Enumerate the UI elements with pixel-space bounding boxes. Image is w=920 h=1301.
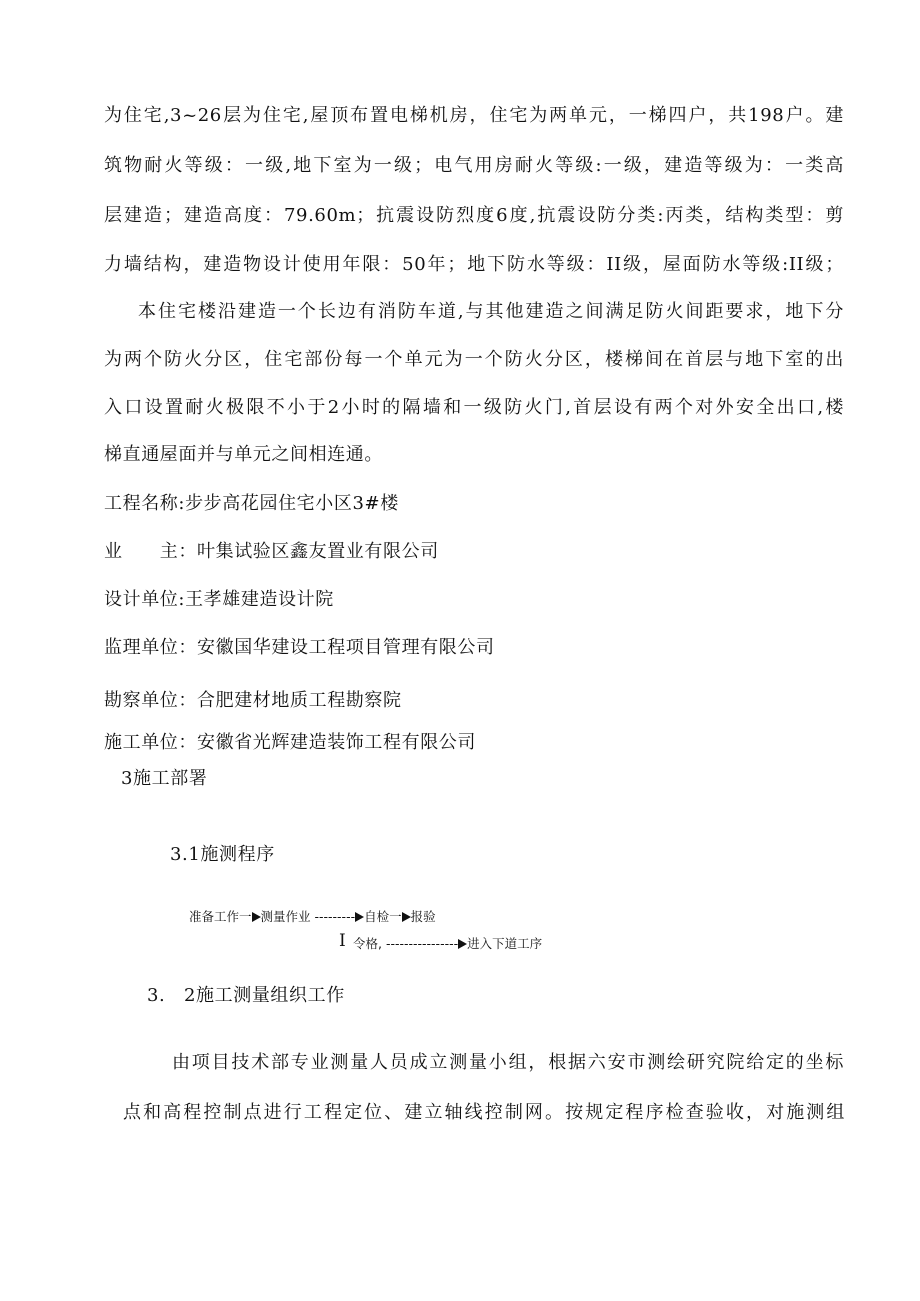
paragraph-3-line-1: 由项目技术部专业测量人员成立测量小组，根据六安市测绘研究院给定的坐标 [172,1052,844,1073]
paragraph-2-line-2: 为两个防火分区，住宅部份每一个单元为一个防火分区，楼梯间在首层与地下室的出 [104,349,844,370]
heading-section-3-2: 3. 2施工测量组织工作 [147,985,345,1006]
paragraph-1-line-3: 层建造；建造高度：79.60m；抗震设防烈度6度,抗震设防分类:丙类，结构类型：剪 [104,205,844,226]
project-designer: 设计单位:王孝雄建造设计院 [104,589,334,610]
flow-arrow-icon [458,939,467,949]
flow-step-measure: 测量作业 --------- [260,909,356,924]
flow-arrow-icon [402,912,411,922]
paragraph-3-line-2: 点和高程控制点进行工程定位、建立轴线控制网。按规定程序检查验收，对施测组 [123,1102,845,1123]
flowchart-row-1 [189,909,436,925]
project-owner: 业 主：叶集试验区鑫友置业有限公司 [104,541,439,562]
project-name: 工程名称:步步高花园住宅小区3#楼 [104,493,399,514]
paragraph-2-line-1: 本住宅楼沿建造一个长边有消防车道,与其他建造之间满足防火间距要求，地下分 [138,301,844,322]
flow-step-selfcheck: 自检一 [364,909,402,924]
paragraph-1-line-4: 力墙结构，建造物设计使用年限：50年；地下防水等级：II级，屋面防水等级:II级； [104,254,844,275]
project-surveyor: 勘察单位：合肥建材地质工程勘察院 [104,690,402,711]
project-supervisor: 监理单位：安徽国华建设工程项目管理有限公司 [104,637,495,658]
paragraph-1-line-2: 筑物耐火等级：一级,地下室为一级；电气用房耐火等级:一级，建造等级为：一类高 [104,155,844,176]
flowchart-row-2 [353,936,542,952]
flow-step-pass: 令格, ---------------- [353,936,459,951]
flow-branch-marker: I [339,931,346,951]
project-contractor: 施工单位：安徽省光辉建造装饰工程有限公司 [104,732,476,753]
heading-section-3-1: 3.1施测程序 [170,844,275,865]
paragraph-1-line-1: 为住宅,3~26层为住宅,屋顶布置电梯机房，住宅为两单元，一梯四户，共198户。建 [104,105,844,126]
flow-step-next: 进入下道工序 [467,936,543,951]
paragraph-2-line-4: 梯直通屋面并与单元之间相连通。 [104,444,383,465]
flow-step-report: 报验 [410,909,436,924]
heading-section-3: 3施工部署 [121,768,208,789]
flow-arrow-icon [252,912,261,922]
flow-step-prepare: 准备工作一 [189,909,252,924]
paragraph-2-line-3: 入口设置耐火极限不小于2小时的隔墙和一级防火门,首层设有两个对外安全出口,楼 [104,397,844,418]
flow-arrow-icon [355,912,364,922]
